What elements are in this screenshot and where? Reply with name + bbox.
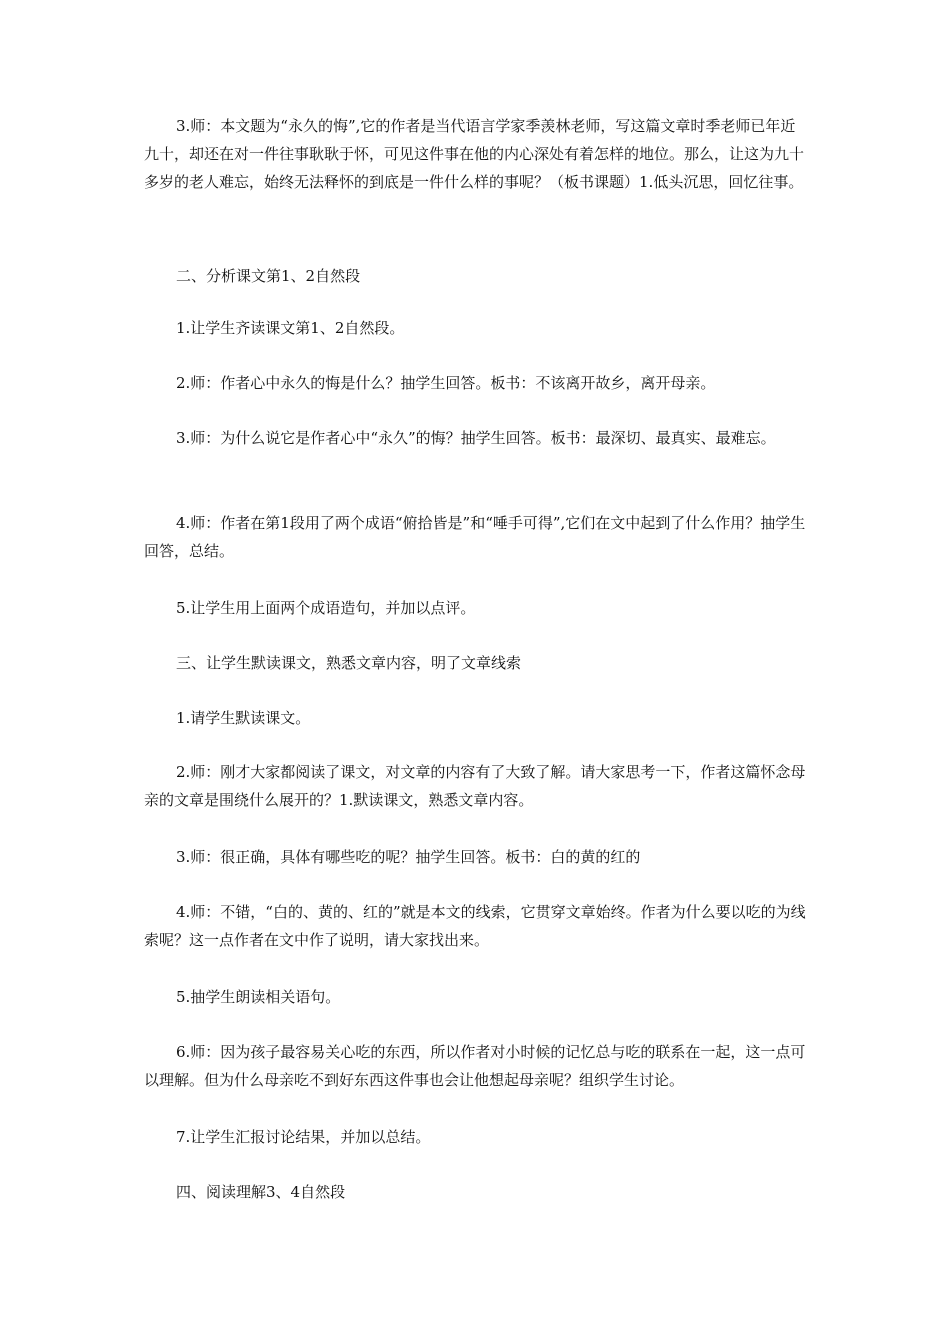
paragraph-step-3-5: 5.抽学生朗读相关语句。 — [176, 988, 341, 1006]
paragraph-step-3-3: 3.师：很正确，具体有哪些吃的呢？抽学生回答。板书：白的黄的红的 — [176, 848, 641, 866]
section-heading-4: 四、阅读理解3、4自然段 — [176, 1183, 346, 1201]
paragraph-intro-question: 3.师：本文题为“永久的悔”,它的作者是当代语言学家季羡林老师，写这篇文章时季老师已年近九十，却还在对一件往事耿耿于怀，可见这件事在他的内心深处有着怎样的地位。那么，让这为九十多岁的老人难忘，始终无法释怀的到底是一件什么样的事呢？（板书课题）1.低头沉思，回忆往事。 — [144, 117, 805, 191]
paragraph-step-2-4: 4.师：作者在第1段用了两个成语“俯拾皆是”和“唾手可得”,它们在文中起到了什么作用？抽学生回答，总结。 — [144, 514, 806, 560]
section-heading-3: 三、让学生默读课文，熟悉文章内容，明了文章线索 — [176, 654, 522, 672]
paragraph-step-3-4: 4.师：不错，“白的、黄的、红的”就是本文的线索，它贯穿文章始终。作者为什么要以吃的为线索呢？这一点作者在文中作了说明，请大家找出来。 — [144, 903, 806, 949]
paragraph-step-2-3: 3.师：为什么说它是作者心中“永久”的悔？抽学生回答。板书：最深切、最真实、最难忘。 — [176, 429, 776, 447]
section-heading-2: 二、分析课文第1、2自然段 — [176, 267, 361, 285]
paragraph-step-3-2: 2.师：刚才大家都阅读了课文，对文章的内容有了大致了解。请大家思考一下，作者这篇怀念母亲的文章是围绕什么展开的？1.默读课文，熟悉文章内容。 — [144, 763, 806, 809]
paragraph-step-3-7: 7.让学生汇报讨论结果，并加以总结。 — [176, 1128, 431, 1146]
paragraph-step-2-2: 2.师：作者心中永久的悔是什么？抽学生回答。板书：不该离开故乡，离开母亲。 — [176, 374, 716, 392]
paragraph-step-2-5: 5.让学生用上面两个成语造句，并加以点评。 — [176, 599, 476, 617]
paragraph-step-3-6: 6.师：因为孩子最容易关心吃的东西，所以作者对小时候的记忆总与吃的联系在一起，这一点可以理解。但为什么母亲吃不到好东西这件事也会让他想起母亲呢？组织学生讨论。 — [144, 1043, 806, 1089]
paragraph-step-2-1: 1.让学生齐读课文第1、2自然段。 — [176, 319, 405, 337]
paragraph-step-3-1: 1.请学生默读课文。 — [176, 709, 311, 727]
